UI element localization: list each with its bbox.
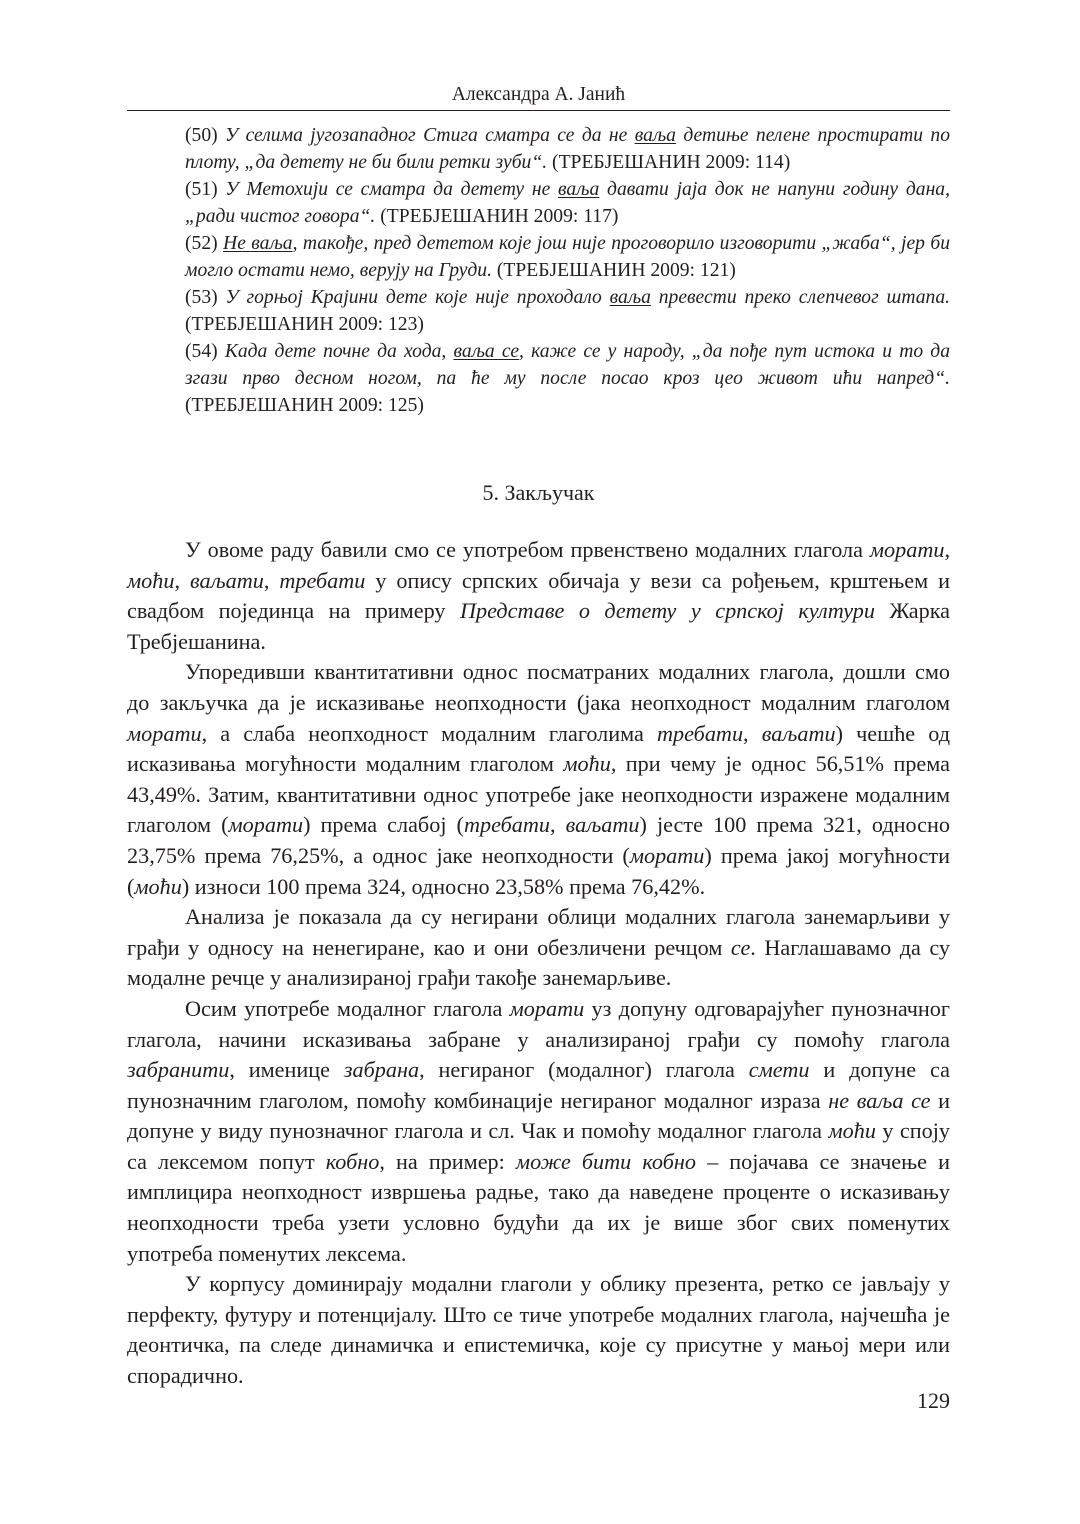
paragraph-2-italic-run: ваљати [565,812,640,838]
running-head: Александра А. Јанић [451,84,626,105]
paragraph-2 [127,657,950,902]
paragraph-5-text-run: У корпусу доминирају модални глаголи у облику презента, ретко се јављају у перфекту, футуру и потенцијалу. Што се тиче употребе модалних глагола, најчешћа је деонтичка, па следе динамичка и епистемичка, које су присутне у мањој мери или спорадично. [127,1271,950,1389]
paragraph-4-italic-run: забрана [343,1057,420,1083]
example-52-text-run: (ТРЕБЈЕШАНИН 2009: 121) [492,260,736,281]
page-number: 129 [917,1388,950,1413]
paragraph-4-italic-run: кобно [325,1148,380,1174]
paragraph-1-text-run: у опису српских обичаја у вези са рођењем, крштењем и свадбом појединца на примеру [127,567,950,624]
example-52-italic-run [223,233,293,254]
paragraph-2-italic-run: требати [463,812,550,838]
paragraph-3 [127,902,950,994]
example-50-text-run: (ТРЕБЈЕШАНИН 2009: 114) [547,152,791,173]
example-52 [185,230,950,284]
paragraph-2-text-run: Упоредивши квантитативни однос посматраних модалних глагола, дошли смо до закључка да је исказивање неопходности (јака неопходност модалним глаголом [127,659,950,715]
paragraph-4-italic-run: забранити [127,1057,230,1083]
paragraph-3-text-run: . Наглашавамо да су модалне речце у анализираној грађи такође занемарљиве. [127,934,950,991]
example-54-italic-run: Када дете почне да хода, [224,341,454,362]
example-51-text-run: (51) [185,179,226,200]
example-54-text-run: (54) [185,341,225,362]
example-52-underlined-run: Не ваља [223,233,293,254]
paragraph-4-italic-run: смети [748,1057,810,1083]
paragraph-4-text-run: , именице [229,1057,344,1083]
example-50-underlined-run: ваља [634,125,676,146]
paragraph-2-italic-run: требати [657,720,744,746]
paragraph-1-italic-run: Представе о детету у српској култури [459,598,875,624]
example-51-text-run: (ТРЕБЈЕШАНИН 2009: 117) [375,206,619,227]
example-53-text-run: (53) [185,287,226,308]
paragraph-1 [127,535,950,657]
paragraph-2-italic-run: морати [127,720,202,746]
paragraph-4-text-run: и допуне са пунозначним глаголом, помоћу комбинације негираног модалног израза [127,1057,950,1113]
paragraph-2-text-run: , при чему је однос 56,51% према 43,49%. Затим, квантитативни однос употребе јаке неопходности изражене модалним глаголом ( [127,751,951,838]
paragraph-2-text-run: ) према слабој ( [303,812,464,838]
paragraph-1-italic-run: ваљати [189,567,264,593]
paragraph-3-text-run: Анализа је показала да су негирани облици модалних глагола занемарљиви у грађи у односу на ненегиране, као и они обезличени речцом [127,904,950,960]
paragraph-2-italic-run: морати [228,812,304,838]
example-52-italic-run: , такође, пред дететом које још није проговорило изговорити „жаба“, јер би могло остати немо, верују на Груди. [185,233,950,281]
paragraph-1-text-run: , [944,537,950,562]
paragraph-2-text-run: ) чешће од исказивања могућности модалним глаголом [127,720,951,777]
paragraph-4-italic-run: не ваља се [828,1087,931,1113]
paragraph-4-text-run: и допуне у виду пунозначног глагола и сл. Чак и помоћу модалног глагола [127,1087,951,1144]
paragraph-4-italic-run: моћи [828,1118,876,1144]
example-51-italic-run [558,179,599,200]
paragraph-4-italic-run: морати [509,995,585,1021]
example-54-underlined-run: ваља се [453,341,520,362]
paragraph-2-text-run: , [743,720,762,746]
paragraph-2-text-run: , [550,812,566,838]
example-51 [185,176,950,230]
example-51-italic-run: давати јаја док не напуни годину дана, „ради чистог говора“. [185,179,950,227]
header-rule [127,110,950,111]
example-50-italic-run: У селима југозападног Стига сматра се да не [225,125,635,146]
examples-block [185,122,950,419]
example-51-underlined-run: ваља [558,179,600,200]
paragraph-4 [127,994,950,1269]
paragraph-5 [127,1269,950,1391]
paragraph-2-italic-run: моћи [134,873,182,899]
example-50 [185,122,950,176]
paragraph-4-text-run: , на пример: [379,1148,516,1174]
paragraph-3-italic-run: се [730,934,751,960]
example-50-text-run: (50) [185,125,226,146]
paragraph-1-text-run: , [174,567,190,593]
paragraph-2-text-run: ) према јакој могућности ( [127,842,950,899]
paragraph-4-italic-run: може бити кобно [515,1148,696,1174]
example-53 [185,284,950,338]
paragraph-1-text-run: , [263,567,280,593]
paragraph-2-text-run: ) јесте 100 према 321, односно 23,75% према 76,25%, а однос јаке неопходности ( [127,812,950,868]
section-title: 5. Закључак [482,480,595,505]
example-50-italic-run [635,125,676,146]
example-51-italic-run: У Метохији се сматра да детету не [225,179,559,200]
example-53-underlined-run: ваља [609,287,651,308]
paragraph-1-text-run: У овоме раду бавили смо се употребом првенствено модалних глагола [185,537,870,562]
example-54-italic-run: , каже се у народу, „да пође пут истока и то да згази прво десном ногом, па ће му после посао кроз цео живот ићи напред“. [185,341,951,389]
paragraph-2-italic-run: моћи [563,751,611,777]
example-50-italic-run: детиње пелене простирати по плоту, „да детету не би били ретки зуби“. [185,125,950,173]
paragraph-2-italic-run: морати [629,842,705,868]
example-53-italic-run: У горњој Крајини дете које није проходало [225,287,610,308]
paragraph-2-text-run: ) износи 100 према 324, односно 23,58% према 76,42%. [181,873,706,899]
conclusion-body [127,535,950,1392]
example-52-text-run: (52) [185,233,224,254]
example-54-text-run: (ТРЕБЈЕШАНИН 2009: 125) [185,395,424,416]
paragraph-1-italic-run: требати [279,567,366,593]
paragraph-4-text-run: Осим употребе модалног глагола [185,995,510,1021]
paragraph-1-italic-run: моћи [127,567,175,593]
example-53-text-run: (ТРЕБЈЕШАНИН 2009: 123) [185,314,424,335]
example-53-italic-run [610,287,651,308]
paragraph-4-text-run: у споју са лексемом попут [127,1118,951,1174]
paragraph-1-text-run: Жарка Требјешанина. [127,598,951,654]
paragraph-4-text-run: уз допуну одговарајућег пунозначног глагола, начини исказивања забране у анализираној грађи су помоћу глагола [127,995,950,1052]
paragraph-1-italic-run: морати [869,537,945,562]
example-54 [185,338,950,419]
paragraph-2-italic-run: ваљати [761,720,836,746]
paragraph-2-text-run: , а слаба неопходност модалним глаголима [201,720,657,746]
paragraph-4-text-run: – појачава се значење и имплицира неопходност извршења радње, тако да наведене проценте о исказивању неопходности треба узети условно будући да их је више због свих поменутих употреба поменутих лексема. [127,1148,951,1266]
paragraph-4-text-run: , негираног (модалног) глагола [419,1057,749,1083]
example-53-italic-run: превести преко слепчевог штапа. [650,287,951,308]
example-54-italic-run [453,341,519,362]
